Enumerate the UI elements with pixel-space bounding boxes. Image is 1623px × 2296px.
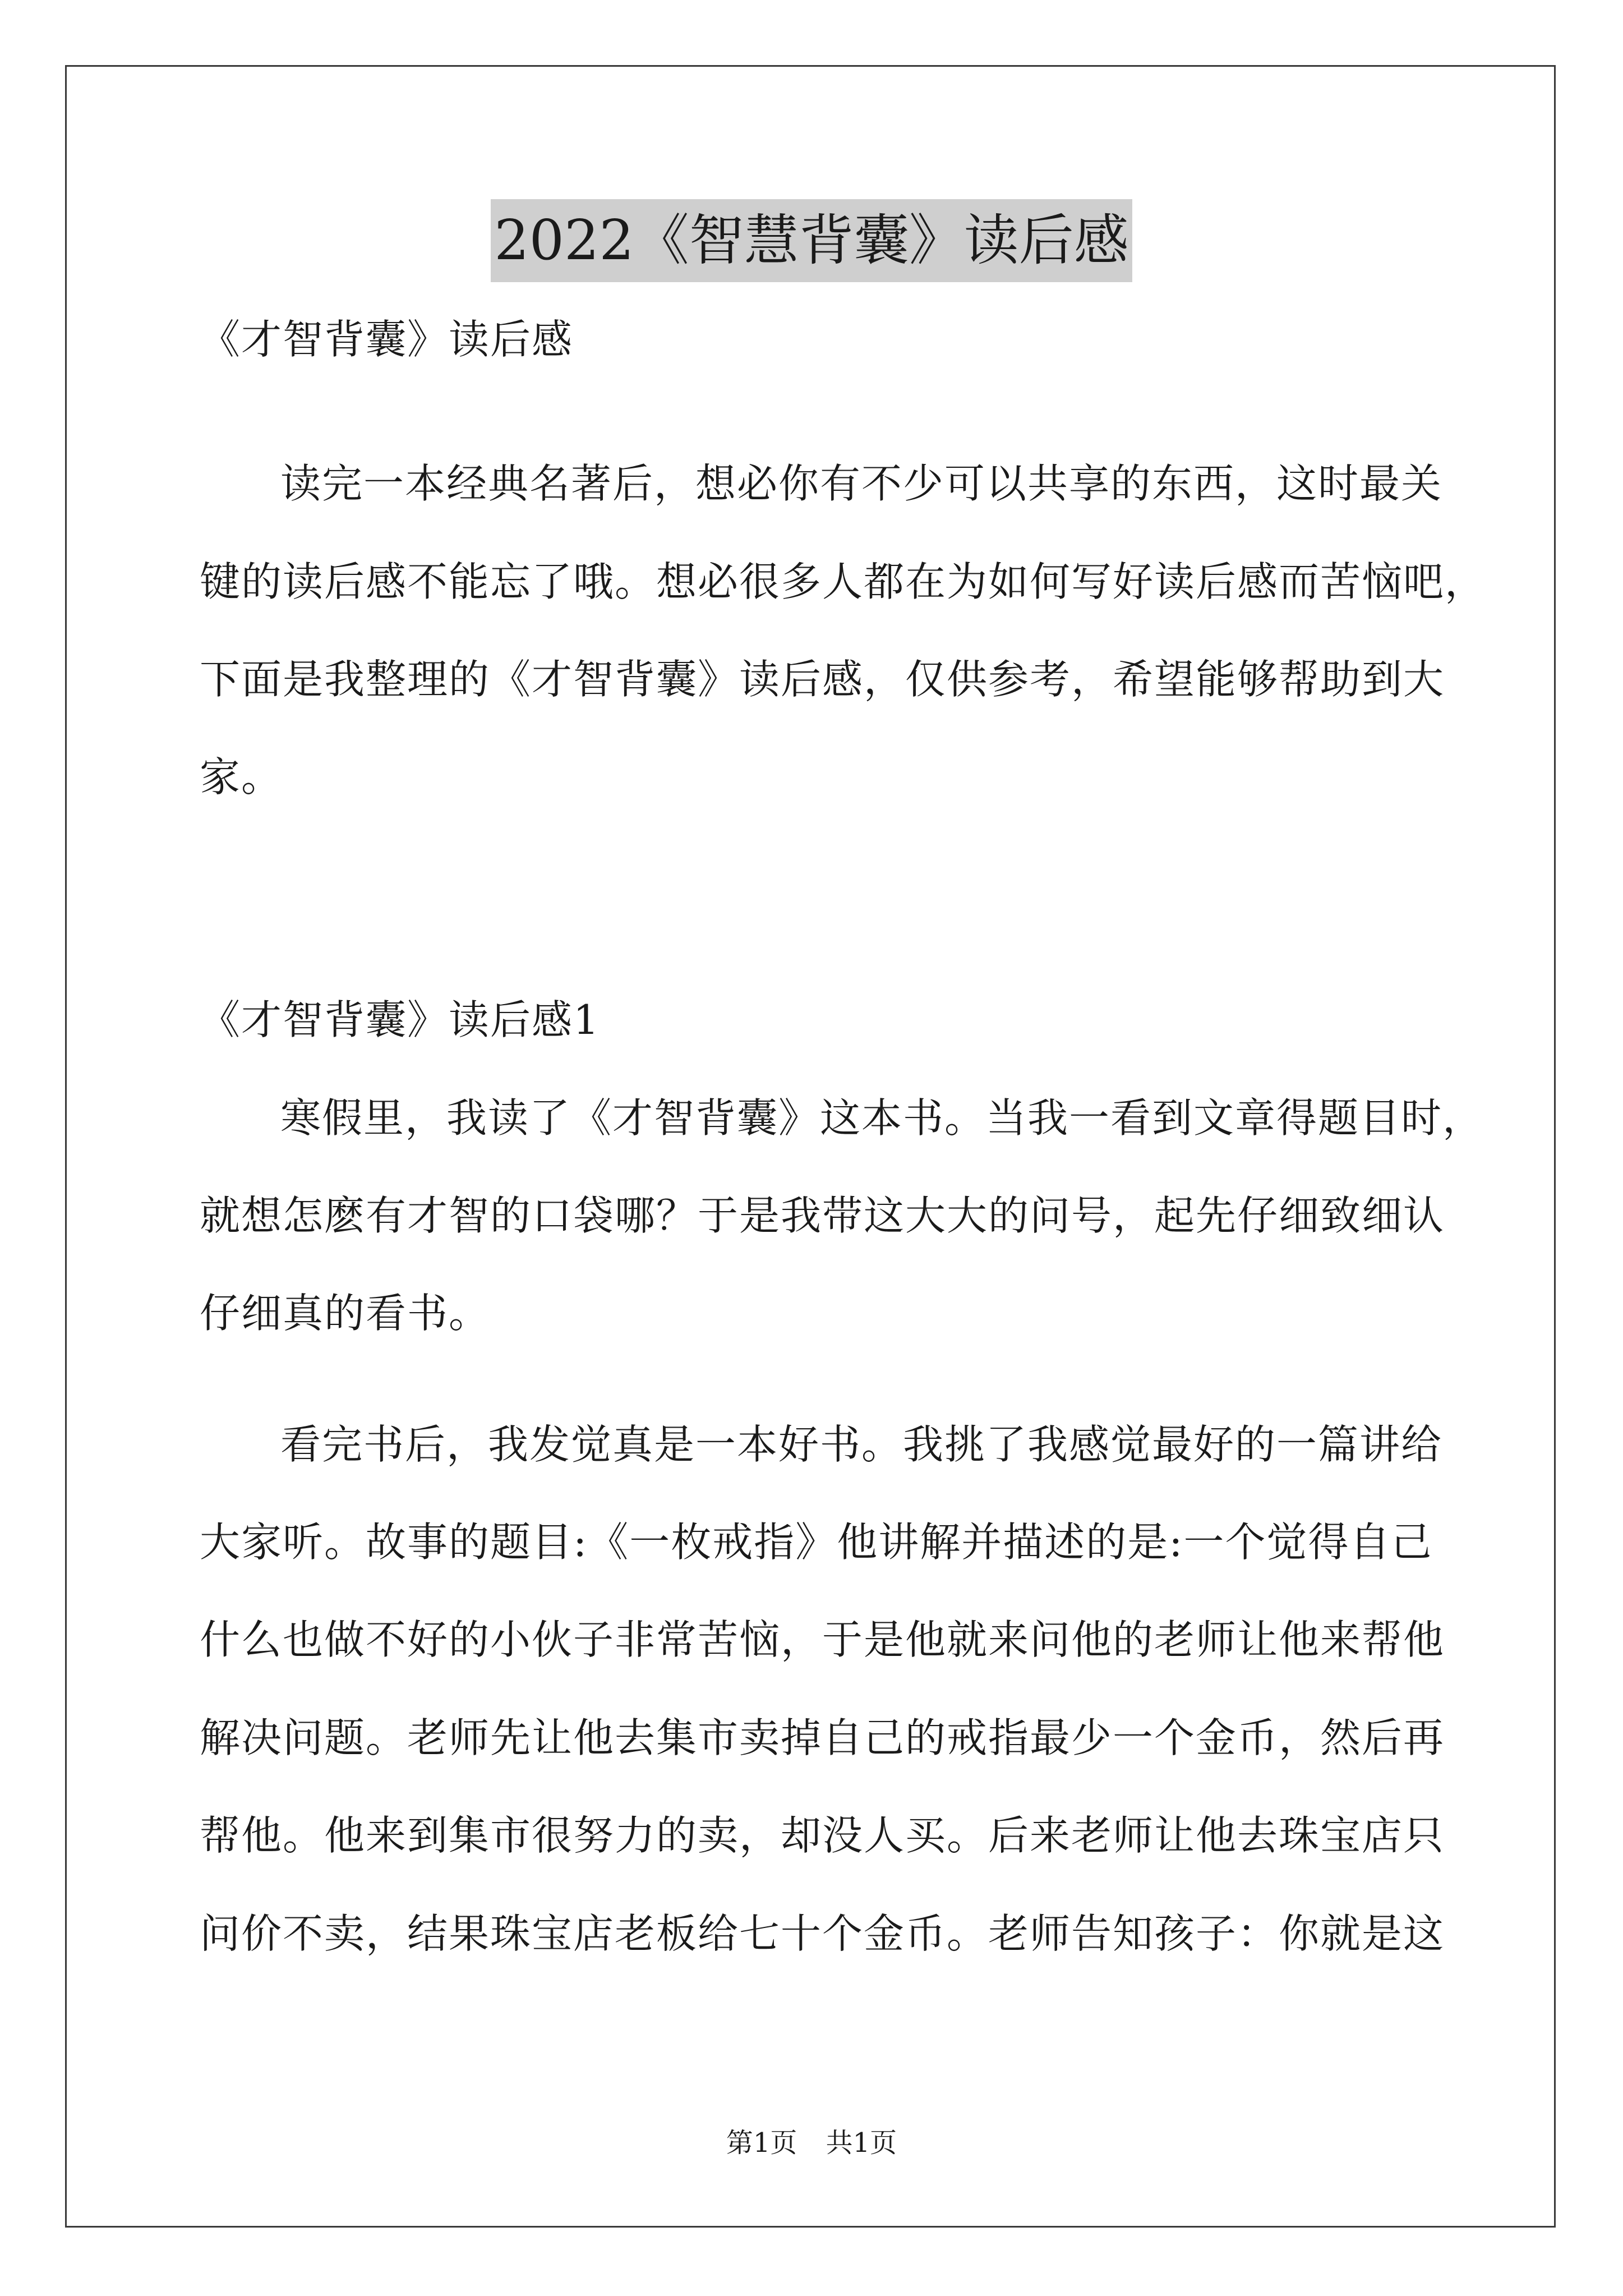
title-container	[0, 199, 1623, 282]
paragraph-line: 解决问题。老师先让他去集市卖掉自己的戒指最少一个金币，然后再	[200, 1714, 1445, 1761]
section-heading: 《才智背囊》读后感1	[200, 996, 600, 1043]
page-number: 第1页	[726, 2127, 797, 2159]
total-pages: 共1页	[826, 2127, 897, 2159]
paragraph-line: 寒假里，我读了《才智背囊》这本书。当我一看到文章得题目时，	[280, 1094, 1484, 1142]
document-title: 2022《智慧背囊》读后感	[491, 199, 1132, 282]
intro-line: 下面是我整理的《才智背囊》读后感，仅供参考，希望能够帮助到大	[200, 656, 1445, 703]
document-subtitle: 《才智背囊》读后感	[200, 316, 574, 363]
page-footer	[0, 2126, 1623, 2160]
paragraph-line: 就想怎麽有才智的口袋哪？于是我带这大大的问号，起先仔细致细认	[200, 1192, 1445, 1239]
intro-line: 读完一本经典名著后，想必你有不少可以共享的东西，这时最关	[280, 460, 1443, 507]
intro-line: 家。	[200, 753, 283, 800]
paragraph-line: 大家听。故事的题目:《一枚戒指》他讲解并描述的是:一个觉得自己	[200, 1519, 1433, 1566]
page-border	[65, 65, 1556, 2228]
paragraph-line: 看完书后，我发觉真是一本好书。我挑了我感觉最好的一篇讲给	[280, 1421, 1443, 1468]
intro-line: 键的读后感不能忘了哦。想必很多人都在为如何写好读后感而苦恼吧，	[200, 558, 1487, 605]
paragraph-line: 仔细真的看书。	[200, 1290, 491, 1337]
paragraph-line: 什么也做不好的小伙子非常苦恼，于是他就来问他的老师让他来帮他	[200, 1616, 1445, 1663]
paragraph-line: 帮他。他来到集市很努力的卖，却没人买。后来老师让他去珠宝店只	[200, 1812, 1445, 1859]
paragraph-line: 问价不卖，结果珠宝店老板给七十个金币。老师告知孩子：你就是这	[200, 1910, 1445, 1957]
